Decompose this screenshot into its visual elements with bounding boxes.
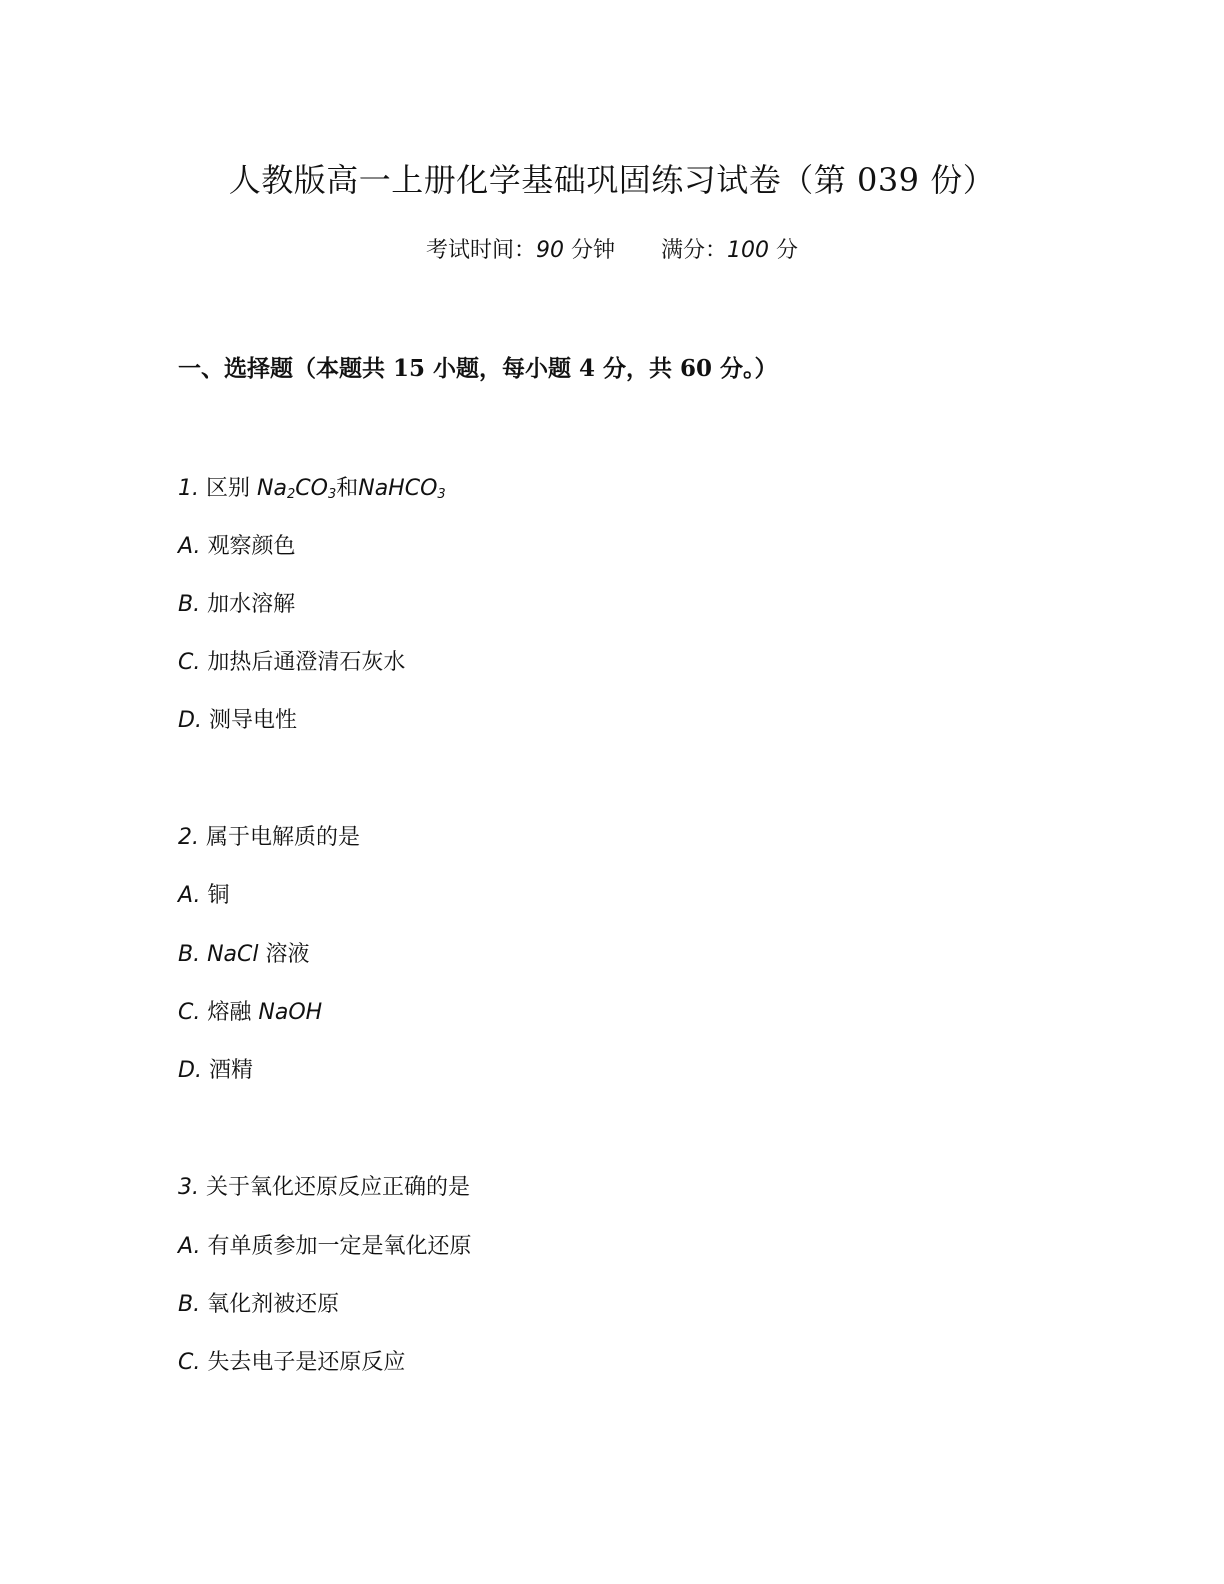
option-letter: B. [178, 942, 201, 967]
option-letter: A. [178, 883, 201, 908]
full-score-value: 100 [727, 238, 770, 263]
option-letter: D. [178, 708, 202, 733]
option-letter: A. [178, 534, 201, 559]
question-1-option-b [178, 590, 295, 620]
option-letter: B. [178, 592, 201, 617]
question-2-option-d [178, 1056, 253, 1086]
question-1-option-c [178, 648, 405, 678]
question-2-stem [178, 823, 360, 853]
option-text: 加热后通澄清石灰水 [207, 650, 406, 675]
question-1-option-a [178, 532, 295, 562]
question-stem-text: 区别 [206, 476, 251, 501]
option-text: 观察颜色 [207, 534, 296, 559]
question-number: 1. [178, 476, 199, 501]
formula-nahco3: NaHCO$_3$ [358, 476, 446, 502]
question-1-stem [178, 474, 446, 504]
question-3-stem [178, 1173, 470, 1203]
option-text: 氧化剂被还原 [207, 1292, 340, 1317]
option-letter: D. [178, 1058, 202, 1083]
exam-title: 人教版高一上册化学基础巩固练习试卷（第 039 份） [228, 161, 996, 199]
full-score-label: 满分： [661, 238, 728, 263]
exam-time-value: 90 [535, 238, 564, 263]
option-letter: C. [178, 1000, 201, 1025]
question-3-option-c [178, 1348, 405, 1378]
option-letter: C. [178, 1350, 201, 1375]
question-stem-text: 和 [336, 476, 359, 501]
question-2-option-b [178, 940, 310, 970]
option-text: 测导电性 [208, 708, 297, 733]
question-stem-text: 属于电解质的是 [206, 825, 361, 850]
question-number: 3. [178, 1175, 199, 1200]
formula-na2co3: $Na_2CO_3$ [257, 476, 337, 502]
exam-meta [0, 236, 1224, 266]
question-2-option-c [178, 998, 322, 1028]
exam-time-unit: 分钟 [570, 238, 615, 263]
option-text: 熔融 [207, 1000, 252, 1025]
option-letter: B. [178, 1292, 201, 1317]
question-stem-text: 关于氧化还原反应正确的是 [206, 1175, 471, 1200]
option-letter: C. [178, 650, 201, 675]
question-3-option-b [178, 1290, 339, 1320]
question-number: 2. [178, 825, 199, 850]
question-2-option-a [178, 881, 229, 911]
question-3-option-a [178, 1232, 471, 1262]
option-text: 失去电子是还原反应 [207, 1350, 406, 1375]
option-text: 溶液 [265, 942, 310, 967]
full-score-unit: 分 [776, 238, 799, 263]
option-text: 铜 [207, 883, 230, 908]
option-letter: A. [178, 1234, 201, 1259]
formula-naoh: NaOH [258, 1000, 323, 1025]
section-heading: 一、选择题（本题共 15 小题，每小题 4 分，共 60 分。） [178, 355, 778, 382]
question-1-option-d [178, 706, 297, 736]
formula-nacl: NaCl [207, 942, 259, 967]
exam-time-label: 考试时间： [425, 238, 536, 263]
option-text: 加水溶解 [207, 592, 296, 617]
option-text: 酒精 [208, 1058, 253, 1083]
option-text: 有单质参加一定是氧化还原 [207, 1234, 472, 1259]
